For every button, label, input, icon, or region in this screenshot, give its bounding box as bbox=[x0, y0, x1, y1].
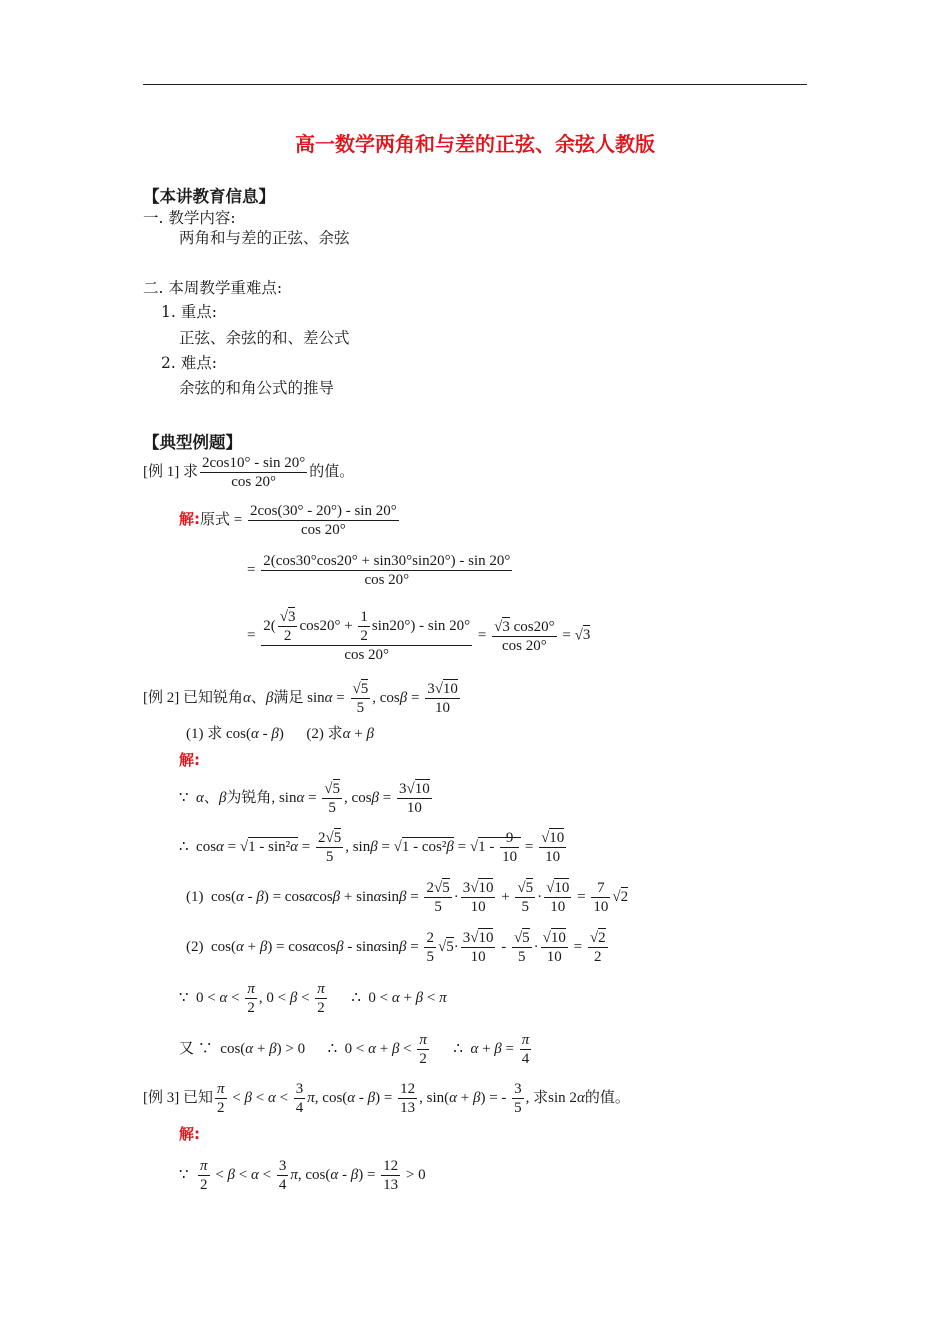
example-2-q2: (2) 求 bbox=[306, 726, 343, 742]
section-heading-examples: 【典型例题】 bbox=[143, 433, 242, 452]
example-1-step-3: = 2( $\frac{√3}{2}$ cos20° + $\frac{1}{2}$ sin20°) - sin 20° cos 20° = $\frac{√3 \cos 20^\circ}{\cos 20^\circ}$ = √3 bbox=[247, 609, 591, 663]
example-2-mid: 满足 bbox=[273, 689, 304, 706]
key-points-heading: 二. 本周教学重难点: bbox=[143, 279, 283, 297]
content-body: 两角和与差的正弦、余弦 bbox=[179, 229, 350, 247]
top-rule bbox=[143, 84, 807, 85]
example-2-line-derived: ∴ cosα = √1 - sin²α = $\frac{2√5}{5}$ , sinβ = √1 - cos²β = √1 - $\frac{9}{10}$ = $\frac{√10}{10}$ bbox=[179, 830, 565, 865]
example-1-question bbox=[143, 454, 354, 491]
example-2-q1: (1) 求 bbox=[186, 726, 223, 742]
example-2-line-given: ∵ α、β为锐角, sinα = $\frac{√5}{5}$ , cosβ = $\frac{3√10}{10}$ bbox=[179, 781, 430, 816]
key-point-2-body: 余弦的和角公式的推导 bbox=[179, 379, 335, 397]
example-1-fraction: $\frac{2\cos 10^\circ - \sin 20^\circ}{\cos 20^\circ}$ bbox=[202, 455, 306, 490]
example-3-solution-label: 解: bbox=[179, 1125, 200, 1143]
example-3-prefix: [例 3] 已知 bbox=[143, 1089, 213, 1106]
solution-label: 解: bbox=[179, 509, 200, 528]
example-3-suffix: 的值。 bbox=[584, 1089, 630, 1106]
example-2-part-2: (2) cos(α + β) = cosαcosβ - sinαsinβ = $\frac{2}{5}$ √5· $\frac{3√10}{10}$ - $\frac{√5}{5}$ · $\frac{√10}{10}$ = $\frac{√2}{2}$ bbox=[186, 930, 606, 965]
example-2-question: [例 2] 已知锐角α、β满足 sinα = $\frac{√5}{5}$ , cosβ = $\frac{3√10}{10}$ bbox=[143, 681, 458, 716]
example-1-step-2: = $\frac{2(\cos 30^\circ\cos 20^\circ + \sin 30^\circ\sin 20^\circ) - \sin 20^\circ}{\cos 20^\circ}$ bbox=[247, 553, 511, 588]
example-2-part-1: (1) cos(α - β) = cosαcosβ + sinαsinβ = $\frac{2√5}{5}$ · $\frac{3√10}{10}$ + $\frac{√5}{5}$ · $\frac{√10}{10}$ = $\frac{7}{10}$ √2 bbox=[186, 880, 629, 915]
example-2-prefix: [例 2] 已知锐角 bbox=[143, 689, 243, 706]
example-1-prefix: [例 1] 求 bbox=[143, 463, 198, 480]
example-3-question: [例 3] 已知 $\frac{\pi}{2}$ < β < α < $\frac{3}{4}$ π, cos(α - β) = $\frac{12}{13}$ , sin(α + β) = - $\frac{3}{5}$ , 求sin 2α的值。 bbox=[143, 1081, 630, 1116]
example-2-conclusion: 又 ∵ cos(α + β) > 0 ∴ 0 < α + β < $\frac{\pi}{2}$ ∴ α + β = $\frac{\pi}{4}$ bbox=[179, 1032, 530, 1067]
content-heading: 一. 教学内容: bbox=[143, 209, 236, 227]
example-2-range: ∵ 0 < α < $\frac{\pi}{2}$ , 0 < β < $\frac{\pi}{2}$ ∴ 0 < α + β < π bbox=[179, 981, 447, 1016]
document-title: 高一数学两角和与差的正弦、余弦人教版 bbox=[295, 132, 655, 156]
key-point-1-label: 1. 重点: bbox=[161, 303, 217, 321]
example-1-suffix: 的值。 bbox=[309, 463, 355, 480]
section-heading-info: 【本讲教育信息】 bbox=[143, 187, 275, 206]
example-2-subquestions: (1) 求 cos(α - β) (2) 求α + β bbox=[186, 726, 374, 742]
key-point-1-body: 正弦、余弦的和、差公式 bbox=[179, 329, 350, 347]
key-point-2-label: 2. 难点: bbox=[161, 354, 217, 372]
example-2-solution-label: 解: bbox=[179, 751, 200, 769]
original-expression-label: 原式 bbox=[200, 511, 231, 528]
example-3-line-given: ∵ $\frac{\pi}{2}$ < β < α < $\frac{3}{4}$ π, cos(α - β) = $\frac{12}{13}$ > 0 bbox=[179, 1158, 426, 1193]
example-1-step-1: 解:原式 = $\frac{2\cos(30^\circ - 20^\circ) - \sin 20^\circ}{\cos 20^\circ}$ bbox=[179, 503, 397, 538]
